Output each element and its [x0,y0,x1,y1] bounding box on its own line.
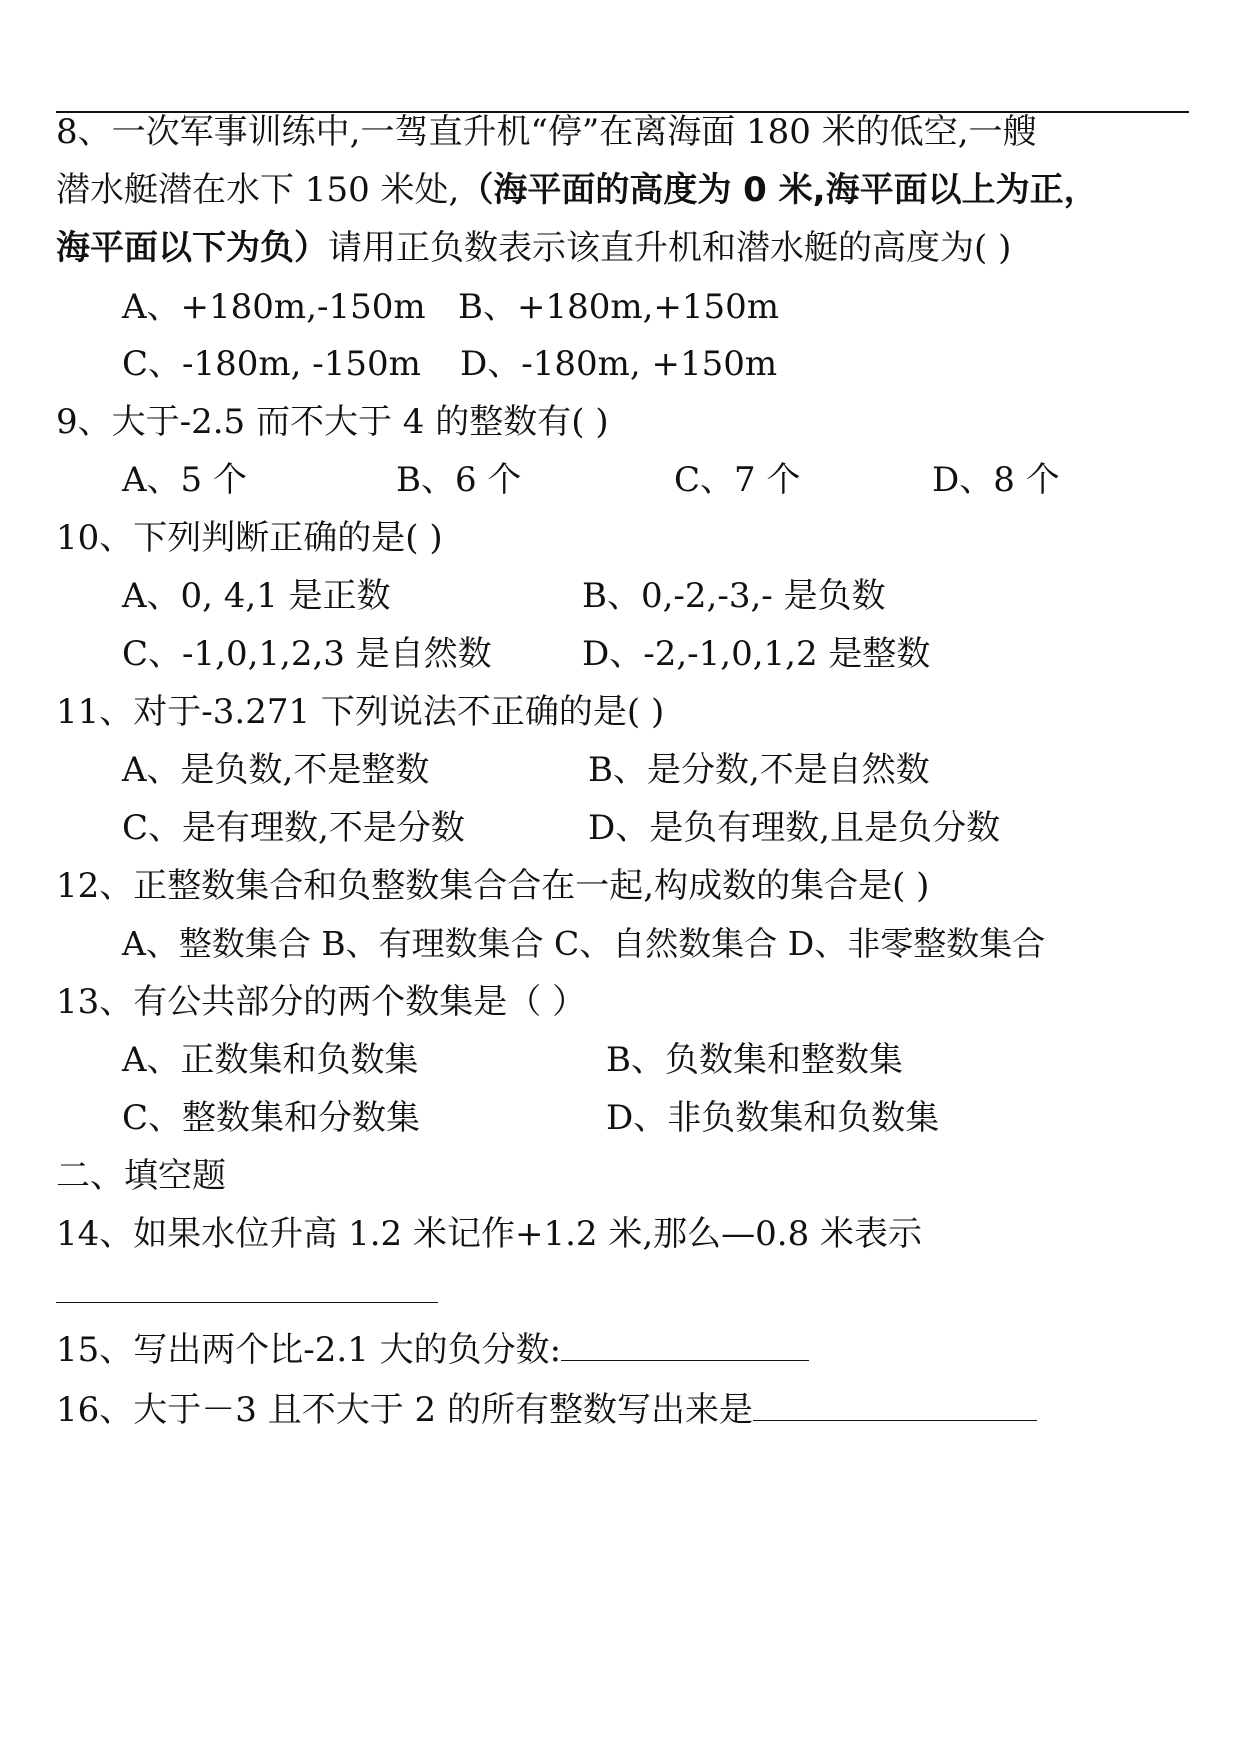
q8-option-c: C、-180m, -150m [122,344,421,384]
q9-option-c: C、7 个 [674,460,801,500]
q9-option-d: D、8 个 [932,460,1060,500]
q13-option-d: D、非负数集和负数集 [606,1098,940,1138]
q9-option-a: A、5 个 [122,460,247,500]
q8-line-2 [56,170,1098,210]
q13-option-a: A、正数集和负数集 [122,1040,419,1080]
q10-option-c: C、-1,0,1,2,3 是自然数 [122,634,492,674]
q11-stem: 11、对于-3.271 下列说法不正确的是( ) [56,692,665,732]
q8-line-2-text: 潜水艇潜在水下 150 米处, [56,170,460,210]
q16-line [56,1390,1037,1430]
q11-option-c: C、是有理数,不是分数 [122,808,465,848]
q8-option-a: A、+180m,-150m [122,287,426,327]
q10-option-b: B、0,-2,-3,- 是负数 [582,576,886,616]
q8-line-3-text: 请用正负数表示该直升机和潜水艇的高度为( ) [328,228,1012,268]
q8-line-3 [56,228,1011,268]
q10-option-a: A、0, 4,1 是正数 [122,576,391,616]
q10-stem: 10、下列判断正确的是( ) [56,518,443,558]
q12-options: A、整数集合 B、有理数集合 C、自然数集合 D、非零整数集合 [122,924,1046,963]
q14-answer-blank[interactable] [56,1302,438,1303]
q16-answer-blank[interactable] [753,1394,1037,1421]
q11-option-b: B、是分数,不是自然数 [588,750,930,790]
q13-stem: 13、有公共部分的两个数集是（ ） [56,982,587,1022]
q15-answer-blank[interactable] [561,1334,809,1361]
q9-option-b: B、6 个 [396,460,522,500]
q13-option-b: B、负数集和整数集 [606,1040,903,1080]
q11-option-a: A、是负数,不是整数 [122,750,430,790]
q8-line-1: 8、一次军事训练中,一驾直升机“停”在离海面 180 米的低空,一艘 [56,112,1037,152]
q12-stem: 12、正整数集合和负整数集合合在一起,构成数的集合是( ) [56,866,930,906]
q8-bold-note-1: （海平面的高度为 0 米,海平面以上为正， [459,170,1098,210]
q8-bold-note-2: 海平面以下为负） [56,228,328,268]
q15-stem: 15、写出两个比-2.1 大的负分数: [56,1330,562,1370]
q8-option-b: B、+180m,+150m [458,287,780,327]
q13-option-c: C、整数集和分数集 [122,1098,421,1138]
q11-option-d: D、是负有理数,且是负分数 [588,808,1001,848]
q10-option-d: D、-2,-1,0,1,2 是整数 [582,634,931,674]
q9-stem: 9、大于-2.5 而不大于 4 的整数有( ) [56,402,609,442]
q15-line [56,1330,809,1370]
q8-option-d: D、-180m, +150m [460,344,778,384]
q14-stem: 14、如果水位升高 1.2 米记作+1.2 米,那么—0.8 米表示 [56,1214,923,1254]
q16-stem: 16、大于－3 且不大于 2 的所有整数写出来是 [56,1390,753,1430]
section-title-fill-in: 二、填空题 [56,1156,226,1196]
